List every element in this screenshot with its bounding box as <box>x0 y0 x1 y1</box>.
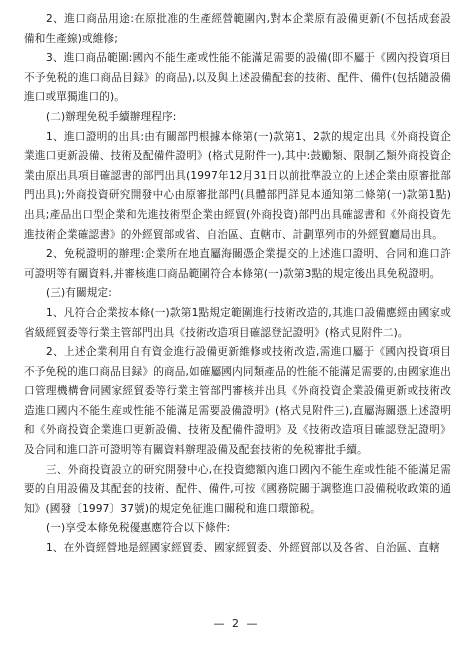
section-heading-conditions: (一)享受本條免税優惠應符合以下條件: <box>46 522 231 535</box>
paragraph-4: 2、免税證明的辦理:企業所在地直屬海關憑企業提交的上述進口證明、合同和進口許可證明等有關資料,并審核進口商品範圍符合本條第(一)款第3點的規定後出具免税證明。 <box>24 248 451 280</box>
paragraph-5: 1、凡符合企業按本條(一)款第1點規定範圍進行技術改造的,其進口設備應經由國家或省級經貿委等行業主管部門出具《技術改造項目確認登記證明》(格式見附件二)。 <box>24 306 451 339</box>
paragraph-3: 1、進口證明的出具:由有關部門根據本條第(一)款第1、2款的規定出具《外商投資企業進口更新設備、技術及配備件證明》(格式見附件一),其中:鼓勵類、限制乙類外商投資企業由原出具項目確認書的部門出具(1997年12月31日以前批準設立的上述企業由原審批部門出具);外商投資研究開發中心由原審批部門(具體部門詳見本通知第二條第(一)款第1點)出具;產品出口型企業和先進技術型企業由經貿(外商投資)部門出具確認書和《外商投資先進技術企業確認書》的外經貿部或省、自治區、直轄市、計劃單列市的外經貿廳局出具。 <box>24 130 451 241</box>
paragraph-8: 1、在外資經營地是經國家經貿委、國家經貿委、外經貿部以及各省、自治區、直轄 <box>46 542 440 555</box>
section-heading-2: (二)辦理免税手續辦理程序: <box>46 110 177 123</box>
section-heading-3: (三)有關規定: <box>46 287 113 300</box>
page-number: — 2 — <box>213 617 260 630</box>
paragraph-1: 2、進口商品用途:在原批准的生產經營範圍內,對本企業原有設備更新(不包括成套設備和生產線)或維修; <box>24 13 451 45</box>
paragraph-7: 三、外商投資設立的研究開發中心,在投資總額內進口國內不能生産或性能不能滿足需要的自用設備及其配套的技術、配件、備件,可按《國務院關于調整進口設備税收政策的通知》(國發〔1997〕37號)的規定免征進口關税和進口環節税。 <box>24 463 451 515</box>
paragraph-2: 3、進口商品範圍:國內不能生產或性能不能滿足需要的設備(即不屬于《國內投資項目不予免税的進口商品目録》的商品),以及與上述設備配套的技術、配件、備件(包括隨設備進口或單獨進口的)。 <box>24 52 451 104</box>
paragraph-6: 2、上述企業利用自有資金進行設備更新維修或技術改造,需進口屬于《國內投資項目不予免税的進口商品目録》的商品,如確屬國内同類產品的性能不能滿足需要的,由國家進出口管理機構會同國家經貿委等行業主管部門審核并出具《外商投資企業設備更新或技術改造進口國内不能生産或性能不能滿足需要設備證明》(格式見附件三),直屬海關憑上述證明和《外商投資企業進口更新設備、技術及配備件證明》及《技術改造項目確認登記證明》及合同和進口許可證明等有關資料辦理設備及配套技術的免税審批手續。 <box>24 346 451 457</box>
